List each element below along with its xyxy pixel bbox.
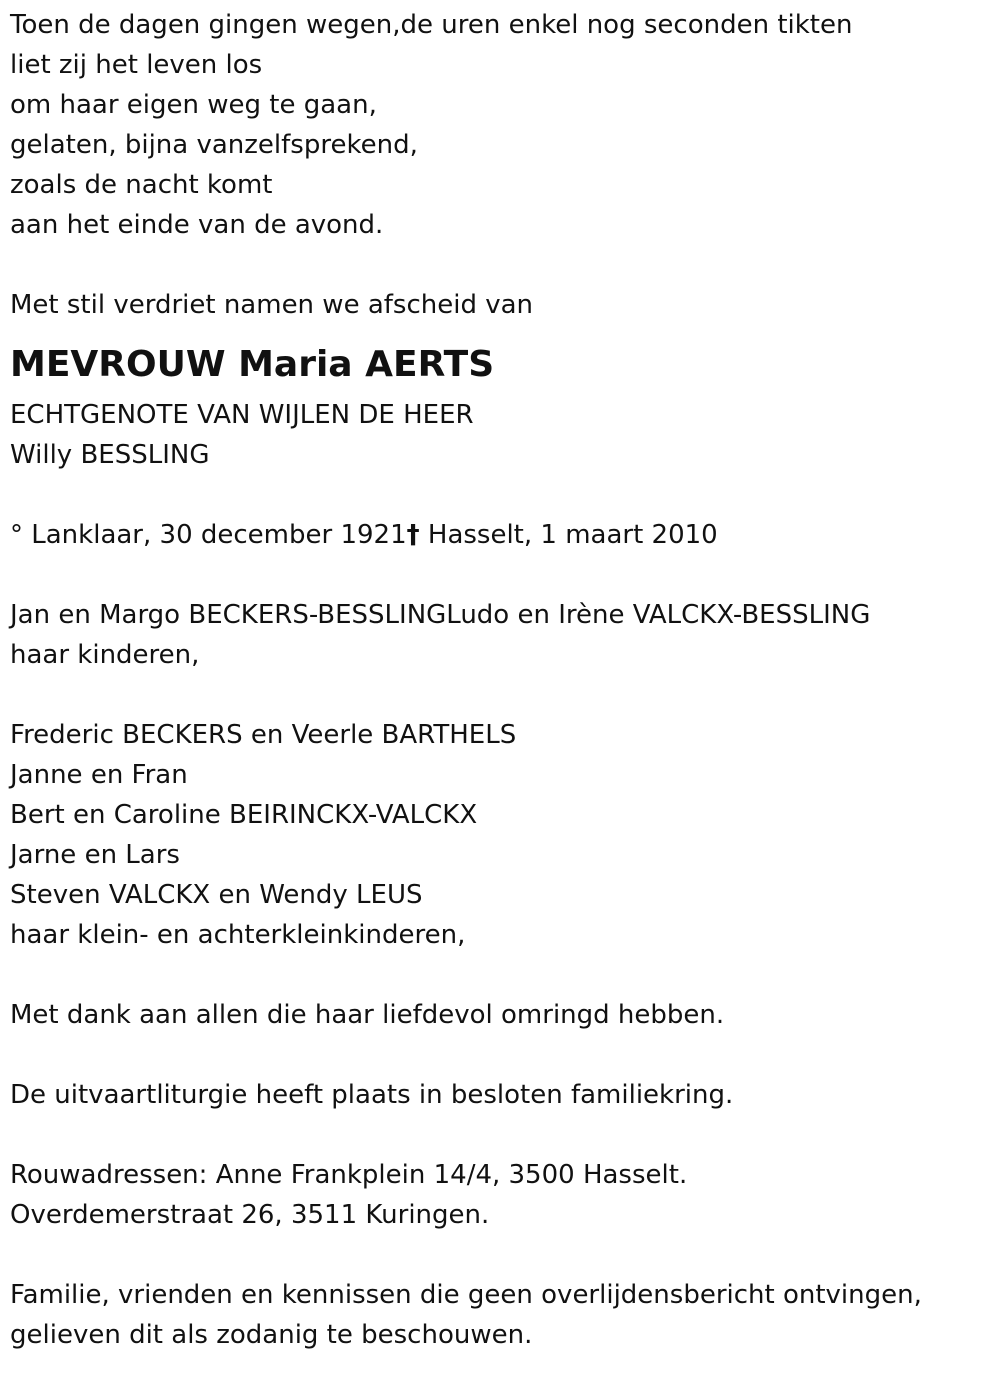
poem-line: zoals de nacht komt (10, 170, 273, 200)
closing-line: gelieven dit als zodanig te beschouwen. (10, 1320, 533, 1350)
spacer (10, 475, 990, 515)
dates-line (10, 515, 990, 555)
poem-line: gelaten, bijna vanzelfsprekend, (10, 130, 418, 160)
grandchild-entry: Steven VALCKX en Wendy LEUS (10, 880, 423, 910)
spacer (10, 245, 990, 285)
address-line: Rouwadressen: Anne Frankplein 14/4, 3500 Hasselt. (10, 1160, 688, 1190)
deceased-relation: ECHTGENOTE VAN WIJLEN DE HEER (10, 400, 474, 430)
cross-icon: † (406, 520, 420, 550)
poem-line: aan het einde van de avond. (10, 210, 384, 240)
closing-line: Familie, vrienden en kennissen die geen overlijdensbericht ontvingen, (10, 1280, 922, 1310)
address-line: Overdemerstraat 26, 3511 Kuringen. (10, 1200, 490, 1230)
poem-line: liet zij het leven los (10, 50, 263, 80)
spacer (10, 675, 990, 715)
grandchild-entry: Janne en Fran (10, 760, 188, 790)
death-date: Hasselt, 1 maart 2010 (419, 520, 718, 550)
grandchildren-label: haar klein- en achterkleinkinderen, (10, 920, 466, 950)
grandchildren-list (10, 715, 990, 955)
children-names: Jan en Margo BECKERS-BESSLINGLudo en Irène VALCKX-BESSLING (10, 600, 871, 630)
poem-line: om haar eigen weg te gaan, (10, 90, 377, 120)
grandchild-entry: Jarne en Lars (10, 840, 180, 870)
spacer (10, 1235, 990, 1275)
deceased-name: MEVROUW Maria AERTS (10, 344, 495, 385)
children-label: haar kinderen, (10, 640, 200, 670)
poem-line: Toen de dagen gingen wegen,de uren enkel nog seconden tikten (10, 10, 853, 40)
birth-date: ° Lanklaar, 30 december 1921 (10, 520, 407, 550)
poem (10, 5, 990, 245)
liturgy-text: De uitvaartliturgie heeft plaats in besloten familiekring. (10, 1080, 734, 1110)
thanks-text: Met dank aan allen die haar liefdevol omringd hebben. (10, 1000, 725, 1030)
intro-text: Met stil verdriet namen we afscheid van (10, 290, 534, 320)
spacer (10, 955, 990, 995)
spacer (10, 1035, 990, 1075)
closing-text (10, 1275, 990, 1355)
spacer (10, 555, 990, 595)
obituary-notice (10, 5, 990, 1355)
spacer (10, 1115, 990, 1155)
mourning-addresses (10, 1155, 990, 1235)
grandchild-entry: Frederic BECKERS en Veerle BARTHELS (10, 720, 517, 750)
spouse-name: Willy BESSLING (10, 440, 210, 470)
grandchild-entry: Bert en Caroline BEIRINCKX-VALCKX (10, 800, 478, 830)
